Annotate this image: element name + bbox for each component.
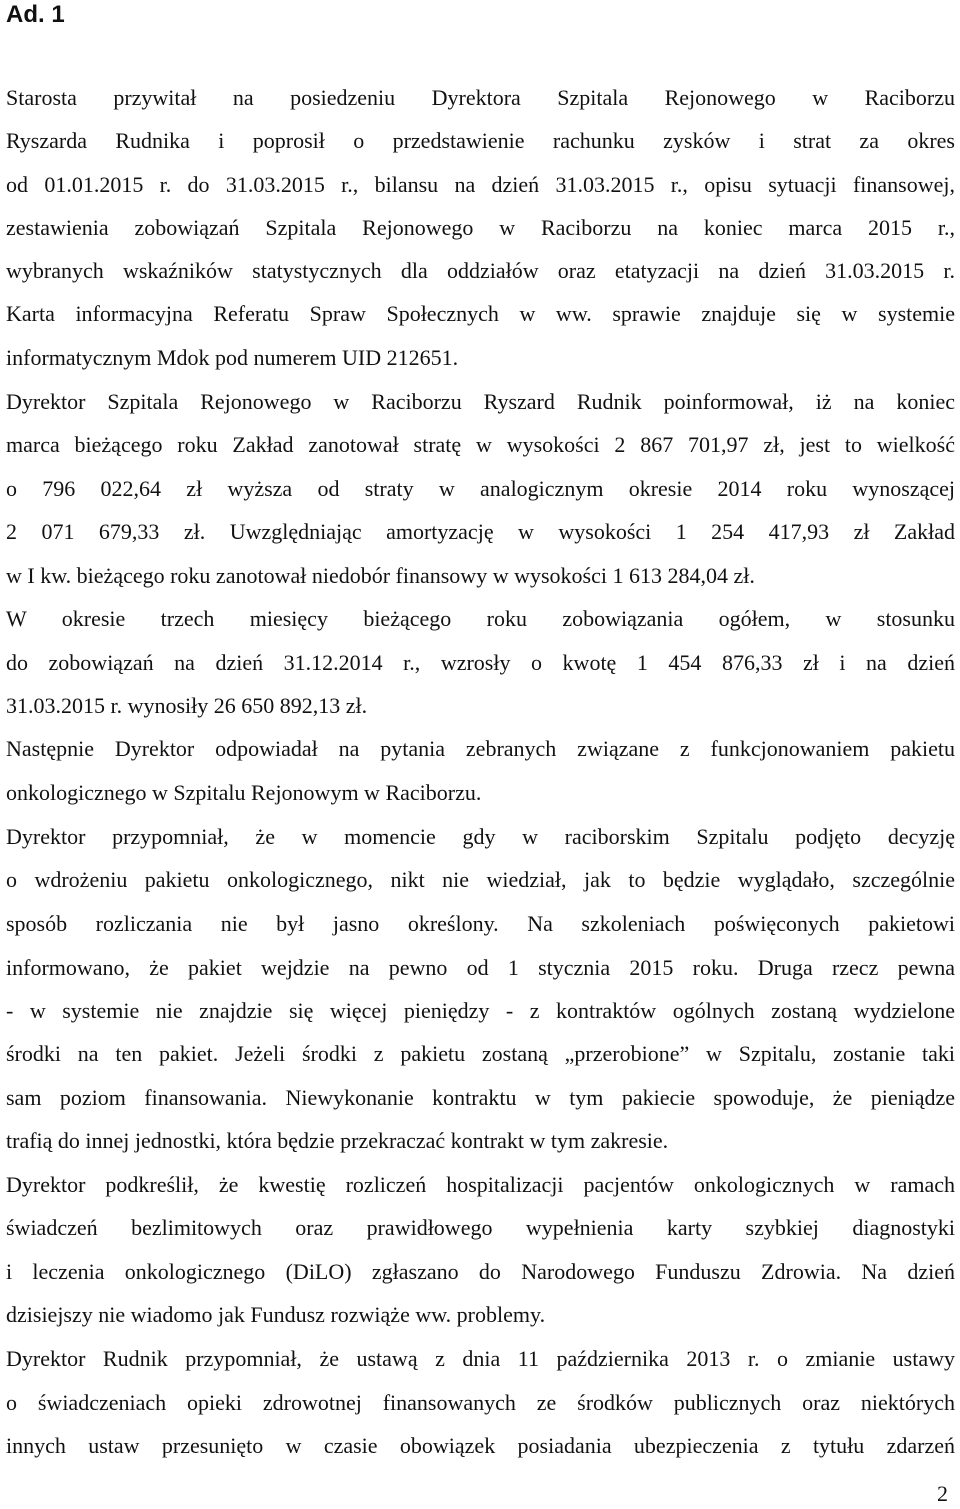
text-line: 31.03.2015 r. wynosiły 26 650 892,13 zł. xyxy=(6,693,368,718)
text-line: środki na ten pakiet. Jeżeli środki z pakietu zostaną „przerobione” w Szpitalu, zostanie taki xyxy=(6,1041,955,1066)
text-line: w I kw. bieżącego roku zanotował niedobór finansowy w wysokości 1 613 284,04 zł. xyxy=(6,563,755,588)
text-line: o świadczeniach opieki zdrowotnej finansowanych ze środków publicznych oraz niektórych xyxy=(6,1390,955,1415)
text-line: o wdrożeniu pakietu onkologicznego, nikt nie wiedział, jak to będzie wyglądało, szczególnie xyxy=(6,867,955,892)
text-line: i leczenia onkologicznego (DiLO) zgłaszano do Narodowego Funduszu Zdrowia. Na dzień xyxy=(6,1259,955,1284)
text-line: sam poziom finansowania. Niewykonanie kontraktu w tym pakiecie spowoduje, że pieniądze xyxy=(6,1085,955,1110)
text-line: dzisiejszy nie wiadomo jak Fundusz rozwiąże ww. problemy. xyxy=(6,1302,546,1327)
text-line: informatycznym Mdok pod numerem UID 212651. xyxy=(6,345,459,370)
text-line: Starosta przywitał na posiedzeniu Dyrektora Szpitala Rejonowego w Raciborzu xyxy=(6,85,955,110)
text-line: Ryszarda Rudnika i poprosił o przedstawienie rachunku zysków i strat za okres xyxy=(6,128,955,153)
text-line: Karta informacyjna Referatu Spraw Społecznych w ww. sprawie znajduje się w systemie xyxy=(6,301,955,326)
text-line: do zobowiązań na dzień 31.12.2014 r., wzrosły o kwotę 1 454 876,33 zł i na dzień xyxy=(6,650,955,675)
text-line: 2 071 679,33 zł. Uwzględniając amortyzację w wysokości 1 254 417,93 zł Zakład xyxy=(6,519,955,544)
text-line: W okresie trzech miesięcy bieżącego roku zobowiązania ogółem, w stosunku xyxy=(6,606,955,631)
text-line: zestawienia zobowiązań Szpitala Rejonowego w Raciborzu na koniec marca 2015 r., xyxy=(6,215,955,240)
text-line: Następnie Dyrektor odpowiadał na pytania zebranych związane z funkcjonowaniem pakietu xyxy=(6,736,955,761)
page-number: 2 xyxy=(937,1481,948,1506)
text-line: Dyrektor Rudnik przypomniał, że ustawą z dnia 11 października 2013 r. o zmianie ustawy xyxy=(6,1346,955,1371)
text-line: sposób rozliczania nie był jasno określony. Na szkoleniach poświęconych pakietowi xyxy=(6,911,955,936)
section-heading: Ad. 1 xyxy=(6,1,65,28)
text-line: Dyrektor podkreślił, że kwestię rozliczeń hospitalizacji pacjentów onkologicznych w ramach xyxy=(6,1172,955,1197)
text-line: trafią do innej jednostki, która będzie przekraczać kontrakt w tym zakresie. xyxy=(6,1128,669,1153)
text-line: o 796 022,64 zł wyższa od straty w analogicznym okresie 2014 roku wynoszącej xyxy=(6,476,955,501)
text-line: wybranych wskaźników statystycznych dla oddziałów oraz etatyzacji na dzień 31.03.2015 r. xyxy=(6,258,955,283)
text-line: od 01.01.2015 r. do 31.03.2015 r., bilansu na dzień 31.03.2015 r., opisu sytuacji finansowej, xyxy=(6,172,955,197)
text-line: - w systemie nie znajdzie się więcej pieniędzy - z kontraktów ogólnych zostaną wydzielone xyxy=(6,998,955,1023)
text-line: Dyrektor Szpitala Rejonowego w Raciborzu Ryszard Rudnik poinformował, iż na koniec xyxy=(6,389,955,414)
text-line: Dyrektor przypomniał, że w momencie gdy w raciborskim Szpitalu podjęto decyzję xyxy=(6,824,955,849)
text-line: informowano, że pakiet wejdzie na pewno od 1 stycznia 2015 roku. Druga rzecz pewna xyxy=(6,955,955,980)
text-line: onkologicznego w Szpitalu Rejonowym w Raciborzu. xyxy=(6,780,482,805)
text-line: innych ustaw przesunięto w czasie obowiązek posiadania ubezpieczenia z tytułu zdarzeń xyxy=(6,1433,955,1458)
text-line: świadczeń bezlimitowych oraz prawidłowego wypełnienia karty szybkiej diagnostyki xyxy=(6,1215,955,1240)
text-line: marca bieżącego roku Zakład zanotował stratę w wysokości 2 867 701,97 zł, jest to wielkość xyxy=(6,432,955,457)
